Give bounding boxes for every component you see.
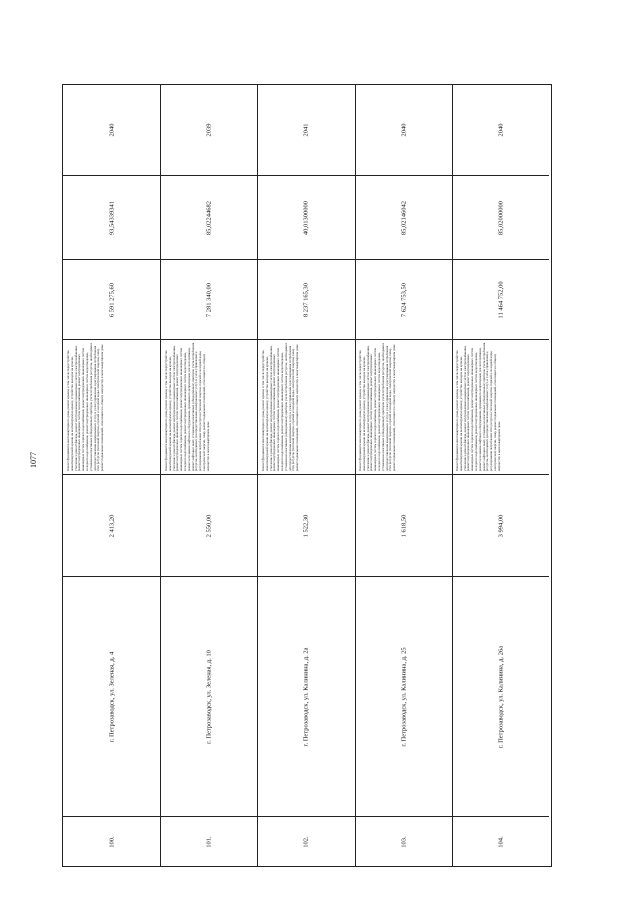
address-cell xyxy=(161,576,257,816)
works-description-cell xyxy=(63,339,160,474)
year-cell-text: 2040 xyxy=(108,123,116,137)
table-row xyxy=(452,85,549,866)
row-number-text: 102. xyxy=(302,835,310,848)
cost-cell xyxy=(453,259,549,339)
address-cell xyxy=(258,576,354,816)
unit-price-cell-text: 93,54339341 xyxy=(108,200,116,235)
area-cell xyxy=(258,474,354,576)
row-number xyxy=(258,816,354,866)
works-description-cell xyxy=(258,339,354,474)
area-cell-text: 2 550,00 xyxy=(205,514,213,537)
row-number xyxy=(63,816,160,866)
cost-cell xyxy=(356,259,452,339)
year-cell-text: 2039 xyxy=(205,123,213,137)
year-cell xyxy=(258,85,354,175)
row-number xyxy=(453,816,549,866)
unit-price-cell xyxy=(356,175,452,259)
row-number-text: 103. xyxy=(400,835,408,848)
works-description-cell xyxy=(453,339,549,474)
unit-price-cell-text: 40,01300000 xyxy=(302,200,310,235)
area-cell-text: 2 413,20 xyxy=(108,514,116,537)
address-cell-text: г. Петрозаводск, ул. Калинина, д. 2а xyxy=(302,647,310,746)
cost-cell-text: 7 624 753,50 xyxy=(400,282,408,317)
row-number-text: 104. xyxy=(497,835,505,848)
cost-cell xyxy=(161,259,257,339)
area-cell xyxy=(453,474,549,576)
address-cell-text: г. Петрозаводск, ул. Зеленая, д. 4 xyxy=(108,651,116,742)
unit-price-cell xyxy=(63,175,160,259)
row-number-text: 100. xyxy=(108,835,116,848)
area-cell xyxy=(63,474,160,576)
year-cell xyxy=(356,85,452,175)
cost-cell-text: 7 281 340,00 xyxy=(205,282,213,317)
address-cell xyxy=(356,576,452,816)
unit-price-cell xyxy=(161,175,257,259)
works-description-cell-text: Ремонт фундамента многоквартирного дома, ремонт крыши, в том числе переустройство невентилируемой крыши на вентилируемую крышу, устройство выходов на кровлю, утепление и ремонт фасада, ремонт внутридомовых инженерных систем электроснабжения, ремонт внутридомовых инженерных систем теплоснабжения, ремонт внутридомовых инженерных систем горячего водоснабжения, ремонт внутридомовых инженерных систем холодного водоснабжения, ремонт внутридомовых инженерных систем водоотведения, установка коллективных (общедомовых) приборов учета потребления ресурсов, необходимых для предоставления коммунальных услуг, и узлов управления и регулирования потребления этих ресурсов (тепловой энергии, горячей и холодной воды, электрической энергии, газа), ремонт подвальных помещений, относящихся к общему имуществу в многоквартирном доме xyxy=(358,343,397,472)
works-description-cell-text: Ремонт фундамента многоквартирного дома, ремонт крыши, в том числе переустройство невентилируемой крыши на вентилируемую крышу, устройство выходов на кровлю, утепление и ремонт фасада, ремонт внутридомовых инженерных систем электроснабжения, ремонт внутридомовых инженерных систем теплоснабжения, ремонт внутридомовых инженерных систем горячего водоснабжения, ремонт внутридомовых инженерных систем холодного водоснабжения, ремонт внутридомовых инженерных систем водоотведения, установка коллективных (общедомовых) приборов учета потребления ресурсов, необходимых для предоставления коммунальных услуг, и узлов управления и регулирования потребления этих ресурсов (тепловой энергии, горячей и холодной воды, электрической энергии, газа), ремонт подвальных помещений, относящихся к общему имуществу в многоквартирном доме xyxy=(260,343,300,472)
works-description-cell-text: Ремонт фундамента многоквартирного дома, ремонт крыши, в том числе переустройство невентилируемой крыши на вентилируемую крышу, устройство выходов на кровлю, утепление и ремонт фасада, ремонт внутридомовых инженерных систем электроснабжения, ремонт внутридомовых инженерных систем теплоснабжения, ремонт внутридомовых инженерных систем горячего водоснабжения, ремонт внутридомовых инженерных систем холодного водоснабжения, ремонт внутридомовых инженерных систем водоотведения, ремонт или замена лифтового оборудования, признанного непригодным для эксплуатации, ремонт лифтовых шахт, установка коллективных (общедомовых) приборов учета потребления ресурсов, необходимых для предоставления коммунальных услуг, и узлов управления и регулирования потребления этих ресурсов (тепловой энергии, горячей и холодной воды, электрической энергии, газа), ремонт подвальных помещений, относящихся к общему имуществу в многоквартирном доме xyxy=(163,343,210,472)
year-cell xyxy=(453,85,549,175)
address-cell-text: г. Петрозаводск, ул. Калинина, д. 25 xyxy=(400,646,408,747)
row-number xyxy=(356,816,452,866)
area-cell xyxy=(161,474,257,576)
table-row xyxy=(355,85,452,866)
cost-cell xyxy=(258,259,354,339)
works-description-cell xyxy=(356,339,452,474)
unit-price-cell xyxy=(453,175,549,259)
address-cell xyxy=(453,576,549,816)
area-cell xyxy=(356,474,452,576)
unit-price-cell-text: 85,02244682 xyxy=(205,200,213,235)
table-row xyxy=(63,85,160,866)
cost-cell-text: 8 237 165,30 xyxy=(302,282,310,317)
address-cell-text: г. Петрозаводск, ул. Калинина, д. 26а xyxy=(497,645,505,748)
row-number-text: 101. xyxy=(205,835,213,848)
page-number: 1077 xyxy=(29,452,38,468)
unit-price-cell-text: 85,02000000 xyxy=(497,200,505,235)
works-description-cell-text: Ремонт фундамента многоквартирного дома, ремонт крыши, в том числе переустройство невентилируемой крыши на вентилируемую крышу, устройство выходов на кровлю, утепление и ремонт фасада, ремонт внутридомовых инженерных систем электроснабжения, ремонт внутридомовых инженерных систем теплоснабжения, ремонт внутридомовых инженерных систем горячего водоснабжения, ремонт внутридомовых инженерных систем холодного водоснабжения, ремонт внутридомовых инженерных систем водоотведения, установка коллективных (общедомовых) приборов учета потребления ресурсов, необходимых для предоставления коммунальных услуг, и узлов управления и регулирования потребления этих ресурсов (тепловой энергии, горячей и холодной воды, электрической энергии, газа), ремонт подвальных помещений, относящихся к общему имуществу в многоквартирном доме xyxy=(66,343,105,472)
unit-price-cell xyxy=(258,175,354,259)
year-cell xyxy=(63,85,160,175)
year-cell-text: 2040 xyxy=(497,123,505,137)
area-cell-text: 3 994,00 xyxy=(497,514,505,537)
area-cell-text: 1 522,30 xyxy=(302,514,310,537)
table-row xyxy=(257,85,354,866)
area-cell-text: 1 618,50 xyxy=(400,514,408,537)
works-description-cell xyxy=(161,339,257,474)
year-cell xyxy=(161,85,257,175)
address-cell-text: г. Петрозаводск, ул. Зеленая, д. 10 xyxy=(205,649,213,744)
cost-cell-text: 6 591 275,60 xyxy=(108,282,116,317)
table-row xyxy=(160,85,257,866)
unit-price-cell-text: 85,02146042 xyxy=(400,200,408,235)
year-cell-text: 2041 xyxy=(302,123,310,137)
cost-cell-text: 11 464 752,00 xyxy=(497,280,505,319)
cost-cell xyxy=(63,259,160,339)
works-table xyxy=(62,84,552,867)
works-description-cell-text: Ремонт фундамента многоквартирного дома, ремонт крыши, в том числе переустройство невентилируемой крыши на вентилируемую крышу, устройство выходов на кровлю, утепление и ремонт фасада, ремонт внутридомовых инженерных систем электроснабжения, ремонт внутридомовых инженерных систем теплоснабжения, ремонт внутридомовых инженерных систем горячего водоснабжения, ремонт внутридомовых инженерных систем холодного водоснабжения, ремонт внутридомовых инженерных систем водоотведения, ремонт или замена лифтового оборудования, признанного непригодным для эксплуатации, ремонт лифтовых шахт, установка коллективных (общедомовых) приборов учета потребления ресурсов, необходимых для предоставления коммунальных услуг, и узлов управления и регулирования потребления этих ресурсов (тепловой энергии, горячей и холодной воды, электрической энергии, газа), ремонт подвальных помещений, относящихся к общему имуществу в многоквартирном доме xyxy=(455,343,502,472)
year-cell-text: 2040 xyxy=(400,123,408,137)
address-cell xyxy=(63,576,160,816)
row-number xyxy=(161,816,257,866)
